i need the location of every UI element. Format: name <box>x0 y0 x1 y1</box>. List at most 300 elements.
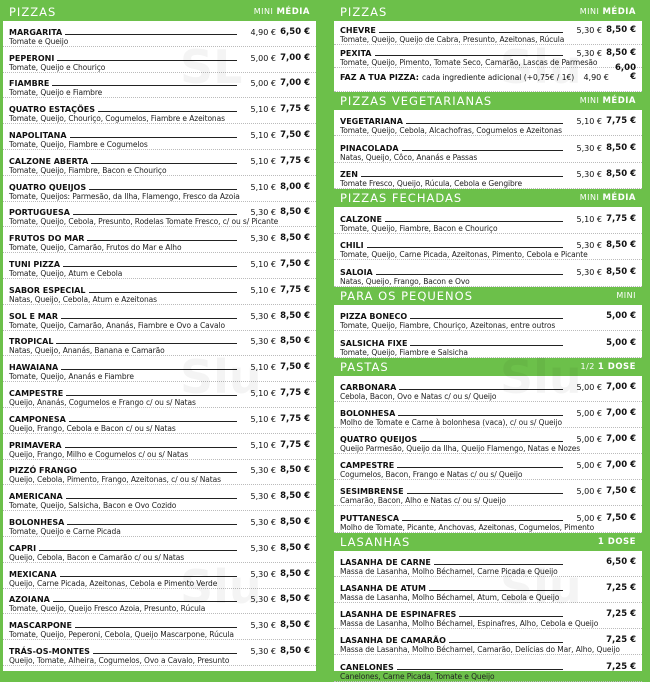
section-header <box>3 3 316 21</box>
item-description: Camarão, Bacon, Alho e Natas c/ ou s/ Queijo <box>340 496 506 506</box>
menu-item-row <box>340 310 636 321</box>
price-small: 5,00 € <box>576 382 602 392</box>
item-name: PRIMAVERA <box>9 440 62 450</box>
item-description: Massa de Lasanha, Molho Béchamel, Carne Picada e Queijo <box>340 566 558 576</box>
price-main: 7,50 € <box>280 362 310 373</box>
item-leader-line <box>367 247 563 248</box>
item-description: Tomate, Queijo, Fiambre, Bacon e Chouriço <box>9 165 167 175</box>
price-small: 5,30 € <box>250 234 276 244</box>
price-main: 7,50 € <box>280 258 310 269</box>
section-title: PIZZAS VEGETARIANAS <box>340 93 493 108</box>
price-main: 7,50 € <box>606 512 636 523</box>
menu-item <box>3 98 316 124</box>
size-label-main: MÉDIA <box>602 193 636 203</box>
item-leader-line <box>66 498 237 499</box>
price-main: 8,50 € <box>280 620 310 631</box>
menu-item <box>334 551 642 577</box>
size-label-main: MÉDIA <box>276 7 310 17</box>
item-description: Queijo Parmesão, Queijo da Ilha, Queijo Flamengo, Natas e Nozes <box>340 444 581 454</box>
menu-item <box>3 537 316 563</box>
section-size-labels <box>580 193 636 203</box>
size-label-main: MÉDIA <box>602 7 636 17</box>
price-small: 5,00 € <box>576 461 602 471</box>
section-size-labels <box>580 7 636 17</box>
item-leader-line <box>449 642 563 643</box>
item-leader-line <box>385 221 563 222</box>
menu-item <box>3 279 316 305</box>
section-title: PASTAS <box>340 359 389 374</box>
menu-item <box>3 511 316 537</box>
item-leader-line <box>39 550 237 551</box>
price-small: 5,30 € <box>576 241 602 250</box>
item-description: Tomate, Queijo, Pimento, Tomate Seco, Camarão, Lascas de Parmesão <box>340 58 598 67</box>
item-leader-line <box>98 111 237 112</box>
menu-item <box>334 234 642 261</box>
price-main: 7,75 € <box>280 439 310 450</box>
price-main: 8,50 € <box>280 542 310 553</box>
item-name: MASCARPONE <box>9 621 72 631</box>
price-main: 7,00 € <box>606 460 636 471</box>
price-small: 5,30 € <box>250 543 276 553</box>
price-main: 7,00 € <box>606 381 636 392</box>
price-small: 5,30 € <box>576 143 602 153</box>
menu-item <box>3 227 316 253</box>
price-main: 7,50 € <box>280 129 310 140</box>
section-size-labels <box>616 291 636 301</box>
section-title: PIZZAS <box>9 5 57 19</box>
menu-item-row <box>340 634 636 645</box>
item-leader-line <box>434 564 563 565</box>
price-small: 5,10 € <box>250 285 276 295</box>
item-description: Massa de Lasanha, Molho Béchamel, Camarão, Delícias do Mar, Alho, Queijo <box>340 645 620 655</box>
price-main: 7,75 € <box>280 155 310 166</box>
menu-item <box>334 480 642 506</box>
menu-item <box>3 47 316 73</box>
price-main: 8,50 € <box>280 310 310 321</box>
item-description: Cebola, Bacon, Ovo e Natas c/ ou s/ Queijo <box>340 391 497 401</box>
size-label-small: MINI <box>579 193 600 202</box>
item-name: CHEVRE <box>340 25 376 35</box>
section-title: PIZZAS <box>340 5 388 19</box>
menu-item <box>334 207 642 234</box>
price-small: 5,30 € <box>250 492 276 502</box>
item-leader-line <box>56 343 237 344</box>
item-description: Tomate Fresco, Queijo, Rúcula, Cebola e Gengibre <box>340 179 522 188</box>
item-name: SALOIA <box>340 267 373 277</box>
menu-column-right <box>334 3 642 681</box>
price-small: 5,10 € <box>250 259 276 269</box>
menu-item <box>334 45 642 69</box>
item-leader-line <box>61 369 237 370</box>
item-description: Tomate, Queijo, Atum e Cebola <box>9 268 123 278</box>
item-description: Queijo, Cebola, Bacon e Camarão c/ ou s/ Natas <box>9 552 185 562</box>
item-description: Tomate, Queijo, Cebola, Alcachofras, Cogumelos e Azeitonas <box>340 126 562 135</box>
menu-column-left <box>3 3 316 671</box>
section-size-labels <box>580 96 636 106</box>
price-main: 8,50 € <box>606 240 636 250</box>
menu-item-row <box>340 556 636 567</box>
item-name-extra: cada ingrediente adicional (+0,75€ / 1€) <box>421 72 575 82</box>
menu-item-row <box>340 407 636 418</box>
item-name: NAPOLITANA <box>9 130 67 140</box>
item-description: Tomate, Queijo, Peperoni, Cebola, Queijo Mascarpone, Rúcula <box>9 630 234 640</box>
item-name: CAMPONESA <box>9 414 66 424</box>
item-leader-line <box>73 214 237 215</box>
price-main: 7,25 € <box>606 635 636 646</box>
section-title: LASANHAS <box>340 534 411 549</box>
menu-item-row <box>9 52 310 63</box>
item-name: LASANHA DE CAMARÃO <box>340 636 446 646</box>
item-description: Tomate, Queijo e Chouriço <box>9 62 106 72</box>
item-name: QUATRO QUEIJOS <box>9 182 87 192</box>
price-main: 8,50 € <box>280 568 310 579</box>
menu-item <box>3 202 316 228</box>
menu-item-row <box>9 103 310 114</box>
item-name: FIAMBRE <box>9 79 50 89</box>
menu-item-row <box>9 439 310 450</box>
price-main: 8,50 € <box>280 336 310 347</box>
item-name: PINACOLADA <box>340 143 399 153</box>
menu-item <box>3 434 316 460</box>
section-header <box>334 189 642 207</box>
menu-item-row <box>9 26 310 37</box>
item-name: QUATRO ESTAÇÕES <box>9 105 95 115</box>
menu-item <box>3 73 316 99</box>
menu-item-row <box>9 335 310 346</box>
price-small: 5,00 € <box>250 79 276 89</box>
menu-item-row <box>9 284 310 295</box>
item-name: PUTTANESCA <box>340 513 400 523</box>
item-leader-line <box>65 34 237 35</box>
price-small: 5,30 € <box>250 595 276 605</box>
menu-item <box>334 136 642 163</box>
menu-item <box>3 331 316 357</box>
item-leader-line <box>459 616 563 617</box>
item-description: Tomate, Queijo, Fiambre, Bacon e Chouriço <box>340 223 498 233</box>
menu-item <box>334 577 642 603</box>
item-name: CHILI <box>340 241 364 250</box>
menu-item <box>334 163 642 190</box>
item-name: CALZONE ABERTA <box>9 156 89 166</box>
price-small: 5,30 € <box>576 170 602 179</box>
item-name: PORTUGUESA <box>9 208 70 218</box>
item-leader-line <box>410 318 563 319</box>
item-name: SALSICHA FIXE <box>340 338 408 348</box>
item-description: Queijo, Tomate, Alheira, Cogumelos, Ovo a Cavalo, Presunto <box>9 655 230 665</box>
item-name: CAMPESTRE <box>9 388 64 398</box>
item-description: Tomate, Queijo, Ananás e Fiambre <box>9 372 134 382</box>
price-main: 7,75 € <box>606 213 636 224</box>
price-main: 8,50 € <box>606 24 636 35</box>
price-main: 7,00 € <box>280 78 310 89</box>
item-name: PIZZÓ FRANGO <box>9 466 77 476</box>
item-leader-line <box>66 395 237 396</box>
price-small: 5,30 € <box>250 311 276 321</box>
price-main: 8,50 € <box>280 516 310 527</box>
item-description: Tomate, Queijo, Fiambre e Cogumelos <box>9 139 148 149</box>
item-name: AMERICANA <box>9 492 63 502</box>
menu-item-row <box>9 568 310 579</box>
item-description: Molho de Tomate, Picante, Anchovas, Azeitonas, Cogumelos, Pimento <box>340 522 595 532</box>
item-leader-line <box>407 493 563 494</box>
item-description: Massa de Lasanha, Molho Béchamel, Espinafres, Alho, Cebola e Queijo <box>340 619 599 629</box>
item-name: CALZONE <box>340 214 382 224</box>
item-name: CAMPESTRE <box>340 461 395 471</box>
price-small: 5,00 € <box>576 513 602 523</box>
item-leader-line <box>398 415 563 416</box>
item-description: Cogumelos, Bacon, Frango e Natas c/ ou s/ Queijo <box>340 470 523 480</box>
size-label-small: MINI <box>253 7 274 16</box>
price-small: 5,30 € <box>576 267 602 277</box>
menu-item-row <box>9 77 310 88</box>
item-name: AZOIANA <box>9 595 50 605</box>
price-main: 7,00 € <box>606 434 636 445</box>
menu-item <box>3 460 316 486</box>
price-main: 8,50 € <box>606 48 636 58</box>
size-label-small: 1/2 <box>580 361 595 371</box>
item-leader-line <box>93 653 237 654</box>
menu-item-row <box>9 619 310 630</box>
price-small: 5,00 € <box>250 53 276 63</box>
menu-item <box>3 150 316 176</box>
menu-item-row <box>9 516 310 527</box>
menu-item <box>3 305 316 331</box>
price-main: 5,00 € <box>606 337 636 348</box>
item-leader-line <box>67 524 237 525</box>
price-main: 6,50 € <box>280 26 310 37</box>
item-description: Tomate, Queijo, Camarão, Ananás, Fiambre e Ovo a Cavalo <box>9 320 225 330</box>
price-main: 6,50 € <box>606 556 636 567</box>
menu-item-row <box>340 433 636 444</box>
item-leader-line <box>70 137 237 138</box>
item-name: TROPICAL <box>9 337 54 347</box>
item-leader-line <box>375 55 564 56</box>
price-main: 7,25 € <box>606 583 636 593</box>
item-description: Queijo, Frango, Cebola e Bacon c/ ou s/ Natas <box>9 423 176 433</box>
section-header <box>334 92 642 110</box>
price-small: 5,30 € <box>250 337 276 347</box>
item-leader-line <box>87 240 237 241</box>
item-leader-line <box>406 123 563 124</box>
size-label-main: MÉDIA <box>602 95 636 106</box>
menu-item <box>334 655 642 681</box>
menu-item-row <box>9 206 310 217</box>
menu-item <box>3 614 316 640</box>
price-small: 4,90 € <box>583 72 609 82</box>
section-size-labels <box>254 7 310 17</box>
price-main: 6,00 € <box>615 62 636 82</box>
price-main: 8,50 € <box>606 266 636 277</box>
item-description: Canelones, Carne Picada, Tomate e Queijo <box>340 671 495 681</box>
item-description: Tomate, Queijo, Cebola, Presunto, Rodelas Tomate Fresco, c/ ou s/ Picante <box>9 217 279 227</box>
item-name: LASANHA DE ATUM <box>340 584 426 593</box>
section-header <box>334 3 642 21</box>
price-small: 4,90 € <box>250 27 276 37</box>
item-name: FRUTOS DO MAR <box>9 234 85 244</box>
item-leader-line <box>397 467 563 468</box>
item-description: Tomate, Queijo e Fiambre <box>9 88 103 98</box>
price-small: 5,10 € <box>250 388 276 398</box>
menu-item-row <box>340 24 636 35</box>
menu-item <box>334 376 642 402</box>
item-description: Tomate, Queijo, Salsicha, Bacon e Ovo Cozido <box>9 501 177 511</box>
price-main: 5,00 € <box>606 311 636 321</box>
menu-item <box>334 110 642 137</box>
price-small: 5,30 € <box>250 208 276 218</box>
item-name: QUATRO QUEIJOS <box>340 435 418 445</box>
price-small: 5,00 € <box>576 487 602 497</box>
item-leader-line <box>361 176 563 177</box>
menu-item-row <box>9 542 310 553</box>
item-description: Queijo, Carne Picada, Azeitonas, Cebola e Pimento Verde <box>9 578 218 588</box>
price-small: 5,10 € <box>576 214 602 224</box>
menu-item <box>334 21 642 45</box>
item-leader-line <box>410 345 563 346</box>
price-main: 8,50 € <box>280 491 310 502</box>
size-label-main: 1 DOSE <box>597 536 636 547</box>
item-leader-line <box>80 472 237 473</box>
menu-item-row <box>340 239 636 250</box>
item-description: Natas, Queijo, Cebola, Atum e Azeitonas <box>9 294 157 304</box>
menu-item-row <box>9 181 310 192</box>
menu-item <box>334 454 642 480</box>
menu-item <box>334 506 642 532</box>
item-leader-line <box>402 520 563 521</box>
item-name: SOL E MAR <box>9 311 59 321</box>
item-name: CANELONES <box>340 662 394 672</box>
item-description: Natas, Queijo, Ananás, Banana e Camarão <box>9 346 165 356</box>
menu-item-row <box>9 232 310 243</box>
menu-item-row <box>340 337 636 348</box>
item-leader-line <box>75 627 237 628</box>
item-name: LASANHA DE CARNE <box>340 557 431 567</box>
item-description: Tomate, Queijo, Fiambre e Salsicha <box>340 347 468 357</box>
price-main: 7,75 € <box>280 413 310 424</box>
item-name: VEGETARIANA <box>340 117 403 126</box>
price-small: 5,30 € <box>250 646 276 656</box>
menu-item-row <box>340 608 636 619</box>
item-leader-line <box>52 85 237 86</box>
item-description: Queijo, Ananás, Cogumelos e Frango c/ ou s/ Natas <box>9 397 196 407</box>
item-name: BOLONHESA <box>340 408 396 418</box>
menu-item <box>3 382 316 408</box>
menu-item <box>334 428 642 454</box>
item-name: BOLONHESA <box>9 517 65 527</box>
price-main: 7,25 € <box>606 661 636 672</box>
price-main: 8,50 € <box>280 233 310 244</box>
price-small: 5,00 € <box>576 408 602 418</box>
menu-item-row <box>340 115 636 126</box>
price-main: 8,50 € <box>606 169 636 179</box>
price-small: 5,00 € <box>576 435 602 445</box>
price-small: 5,10 € <box>250 130 276 140</box>
price-small: 5,10 € <box>250 414 276 424</box>
item-leader-line <box>63 266 237 267</box>
price-main: 7,75 € <box>280 284 310 295</box>
item-leader-line <box>89 292 238 293</box>
price-small: 5,30 € <box>250 466 276 476</box>
price-main: 7,00 € <box>280 52 310 63</box>
section-size-labels <box>598 537 636 547</box>
item-description: Tomate, Queijo, Queijo Fresco Azoia, Presunto, Rúcula <box>9 604 206 614</box>
menu-item-row <box>9 464 310 475</box>
menu-item <box>334 603 642 629</box>
item-name: LASANHA DE ESPINAFRES <box>340 610 457 620</box>
size-label-main: 1 DOSE <box>597 361 636 372</box>
item-description: Natas, Queijo, Côco, Ananás e Passas <box>340 152 478 162</box>
menu-item <box>334 305 642 332</box>
item-name: MEXICANA <box>9 569 57 579</box>
item-leader-line <box>376 274 563 275</box>
item-leader-line <box>61 318 237 319</box>
price-main: 8,00 € <box>280 181 310 192</box>
menu-item-row <box>9 387 310 398</box>
item-description: Tomate, Queijo, Carne Picada, Azeitonas, Pimento, Cebola e Picante <box>340 250 588 259</box>
item-description: Tomate, Queijo, Camarão, Frutos do Mar e Alho <box>9 243 182 253</box>
item-description: Queijo, Cebola, Pimento, Frango, Azeitonas, c/ ou s/ Natas <box>9 475 221 485</box>
item-name: ZEN <box>340 170 358 179</box>
item-description: Tomate, Queijo, Queijo de Cabra, Presunto, Azeitonas, Rúcula <box>340 34 565 44</box>
size-label-small: MINI <box>579 95 600 105</box>
price-main: 7,75 € <box>606 116 636 126</box>
item-name: TRÁS-OS-MONTES <box>9 646 90 656</box>
menu-item-row <box>340 661 636 672</box>
item-leader-line <box>89 189 237 190</box>
menu-item-row <box>340 266 636 277</box>
item-name: HAWAIANA <box>9 363 59 373</box>
item-leader-line <box>65 447 237 448</box>
item-leader-line <box>397 669 563 670</box>
item-description: Queijo, Frango, Milho e Cogumelos c/ ou s/ Natas <box>9 449 189 459</box>
item-name: PEPERONI <box>9 53 55 63</box>
price-main: 8,50 € <box>280 594 310 605</box>
item-description: Tomate, Queijo, Chouriço, Cogumelos, Fiambre e Azeitonas <box>9 114 225 124</box>
item-leader-line <box>91 163 237 164</box>
section-header <box>334 533 642 551</box>
item-name: PEXITA <box>340 49 372 58</box>
price-small: 5,30 € <box>250 569 276 579</box>
price-small: 5,10 € <box>250 440 276 450</box>
menu-item <box>3 485 316 511</box>
price-small: 5,10 € <box>250 182 276 192</box>
menu-item-row <box>9 593 310 604</box>
item-name: SABOR ESPECIAL <box>9 285 86 295</box>
price-small: 5,30 € <box>250 517 276 527</box>
menu-item <box>3 589 316 615</box>
item-description: Tomate, Queijos: Parmesão, da Ilha, Flamengo, Fresco da Azoia <box>9 191 240 201</box>
price-small: 5,10 € <box>250 105 276 115</box>
item-leader-line <box>399 389 563 390</box>
menu-item-row <box>340 459 636 470</box>
price-main: 8,50 € <box>280 207 310 218</box>
section-title: PARA OS PEQUENOS <box>340 288 474 303</box>
price-small: 5,30 € <box>250 621 276 631</box>
menu-item <box>3 563 316 589</box>
menu-item-row <box>9 129 310 140</box>
menu-item <box>3 356 316 382</box>
price-main: 8,50 € <box>280 465 310 476</box>
menu-item <box>3 408 316 434</box>
size-label-small: MINI <box>579 7 600 16</box>
menu-item <box>3 253 316 279</box>
item-name: TUNI PIZZA <box>9 259 61 269</box>
price-small: 5,30 € <box>576 49 602 58</box>
price-small: 5,10 € <box>250 156 276 166</box>
section-header <box>334 287 642 305</box>
menu-item-row <box>9 310 310 321</box>
price-main: 7,75 € <box>280 104 310 115</box>
item-leader-line <box>69 421 237 422</box>
